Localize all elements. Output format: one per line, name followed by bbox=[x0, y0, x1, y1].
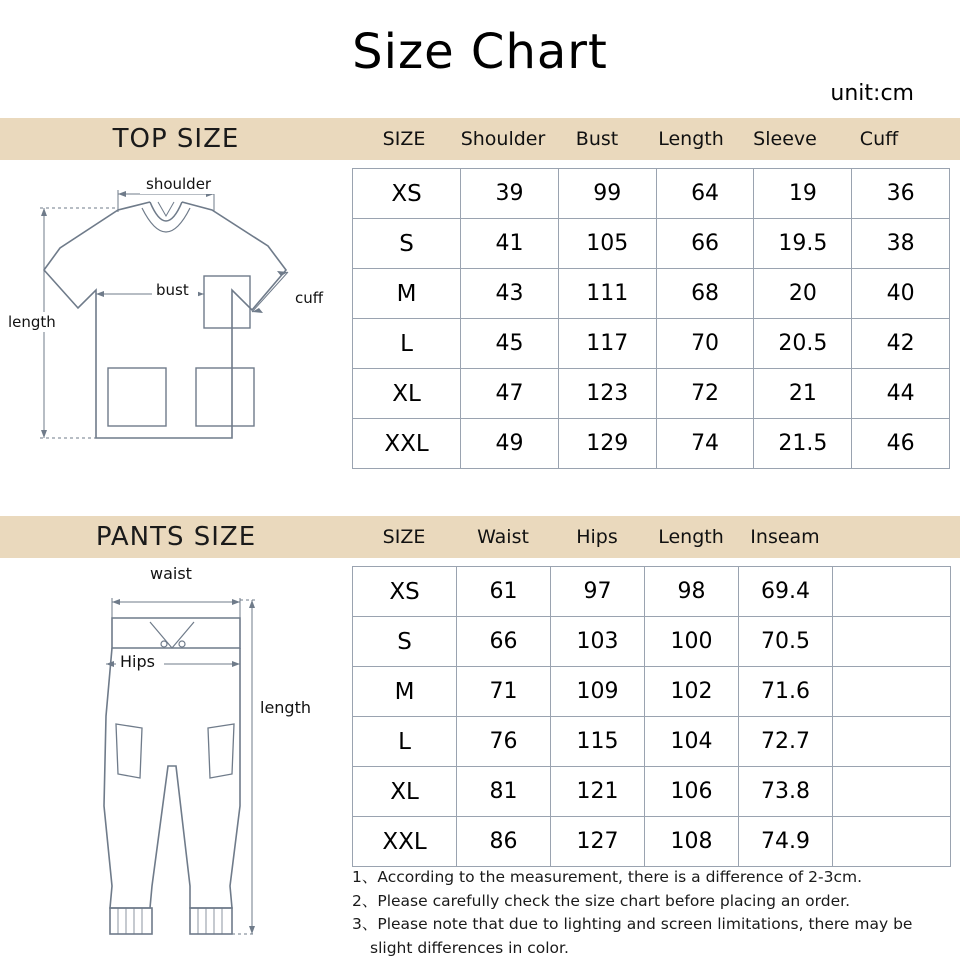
page-title: Size Chart bbox=[352, 24, 608, 80]
pants-size-banner-label: PANTS SIZE bbox=[95, 522, 257, 552]
pants-size-header-row bbox=[352, 516, 960, 558]
top-label-length: length bbox=[8, 313, 56, 331]
cell-waist: 61 bbox=[457, 567, 551, 617]
cell-shoulder: 43 bbox=[461, 269, 559, 319]
cell-empty bbox=[833, 817, 951, 867]
table-row bbox=[353, 817, 951, 867]
cell-bust: 105 bbox=[558, 219, 656, 269]
svg-text:waist bbox=[150, 564, 192, 583]
pants-header-size: SIZE bbox=[382, 526, 426, 548]
table-row bbox=[353, 269, 950, 319]
cell-cuff: 40 bbox=[852, 269, 950, 319]
top-header-size: SIZE bbox=[382, 128, 426, 150]
notes-block bbox=[352, 866, 952, 960]
table-row bbox=[353, 319, 950, 369]
top-label-shoulder: shoulder bbox=[146, 175, 212, 193]
cell-size: XS bbox=[353, 567, 457, 617]
svg-text:cuff bbox=[295, 289, 324, 307]
table-row bbox=[353, 717, 951, 767]
pants-label-waist: waist bbox=[150, 564, 192, 583]
cell-size: M bbox=[353, 667, 457, 717]
table-row bbox=[353, 369, 950, 419]
cell-size: XXL bbox=[353, 817, 457, 867]
cell-shoulder: 49 bbox=[461, 419, 559, 469]
cell-size: M bbox=[353, 269, 461, 319]
pants-header-length: Length bbox=[658, 526, 724, 548]
cell-empty bbox=[833, 767, 951, 817]
pants-header-waist: Waist bbox=[477, 526, 529, 548]
cell-hips: 109 bbox=[551, 667, 645, 717]
cell-sleeve: 20 bbox=[754, 269, 852, 319]
cell-sleeve: 21 bbox=[754, 369, 852, 419]
top-size-banner-label: TOP SIZE bbox=[112, 124, 240, 154]
cell-hips: 115 bbox=[551, 717, 645, 767]
cell-shoulder: 41 bbox=[461, 219, 559, 269]
svg-text:length bbox=[260, 698, 311, 717]
cell-length: 72 bbox=[656, 369, 754, 419]
pants-garment-diagram bbox=[0, 556, 352, 956]
pants-header-inseam: Inseam bbox=[750, 526, 820, 548]
table-row bbox=[353, 419, 950, 469]
cell-cuff: 44 bbox=[852, 369, 950, 419]
cell-hips: 121 bbox=[551, 767, 645, 817]
top-header-shoulder: Shoulder bbox=[460, 128, 546, 150]
cell-length: 64 bbox=[656, 169, 754, 219]
cell-bust: 117 bbox=[558, 319, 656, 369]
cell-size: XS bbox=[353, 169, 461, 219]
top-header-sleeve: Sleeve bbox=[753, 128, 817, 150]
cell-size: XXL bbox=[353, 419, 461, 469]
cell-hips: 97 bbox=[551, 567, 645, 617]
table-row bbox=[353, 219, 950, 269]
cell-hips: 127 bbox=[551, 817, 645, 867]
cell-bust: 129 bbox=[558, 419, 656, 469]
top-size-banner bbox=[0, 118, 352, 160]
cell-waist: 86 bbox=[457, 817, 551, 867]
cell-empty bbox=[833, 567, 951, 617]
table-row bbox=[353, 617, 951, 667]
pants-header-hips: Hips bbox=[576, 526, 618, 548]
label-shoulder-bg bbox=[146, 175, 212, 193]
cell-empty bbox=[833, 717, 951, 767]
cell-empty bbox=[833, 667, 951, 717]
top-header-bust: Bust bbox=[575, 128, 619, 150]
cell-waist: 71 bbox=[457, 667, 551, 717]
cell-waist: 81 bbox=[457, 767, 551, 817]
cell-cuff: 38 bbox=[852, 219, 950, 269]
cell-hips: 103 bbox=[551, 617, 645, 667]
cell-inseam: 70.5 bbox=[739, 617, 833, 667]
cell-inseam: 71.6 bbox=[739, 667, 833, 717]
cell-sleeve: 19 bbox=[754, 169, 852, 219]
table-row bbox=[353, 169, 950, 219]
cell-empty bbox=[833, 617, 951, 667]
pants-label-hips: Hips bbox=[120, 652, 155, 671]
cell-size: S bbox=[353, 219, 461, 269]
cell-inseam: 73.8 bbox=[739, 767, 833, 817]
cell-length: 66 bbox=[656, 219, 754, 269]
pants-size-banner bbox=[0, 516, 352, 558]
top-header-cuff: Cuff bbox=[859, 128, 899, 150]
cell-waist: 76 bbox=[457, 717, 551, 767]
top-size-header-row bbox=[352, 118, 960, 160]
cell-sleeve: 20.5 bbox=[754, 319, 852, 369]
cell-shoulder: 45 bbox=[461, 319, 559, 369]
table-row bbox=[353, 567, 951, 617]
top-size-table bbox=[352, 168, 950, 469]
cell-length: 70 bbox=[656, 319, 754, 369]
pants-label-length: length bbox=[260, 698, 311, 717]
svg-text:bust bbox=[156, 281, 189, 299]
top-label-bust: bust bbox=[156, 281, 189, 299]
note-line-3: 3、Please note that due to lighting and screen limitations, there may be bbox=[352, 915, 913, 934]
top-label-cuff: cuff bbox=[295, 289, 324, 307]
note-line-2: 2、Please carefully check the size chart before placing an order. bbox=[352, 891, 850, 910]
cell-bust: 99 bbox=[558, 169, 656, 219]
pants-size-table bbox=[352, 566, 951, 867]
table-row bbox=[353, 767, 951, 817]
table-row bbox=[353, 667, 951, 717]
cell-bust: 111 bbox=[558, 269, 656, 319]
cell-sleeve: 19.5 bbox=[754, 219, 852, 269]
cell-sleeve: 21.5 bbox=[754, 419, 852, 469]
note-line-3b: slight differences in color. bbox=[370, 938, 569, 957]
cell-length: 68 bbox=[656, 269, 754, 319]
cell-inseam: 74.9 bbox=[739, 817, 833, 867]
cell-inseam: 72.7 bbox=[739, 717, 833, 767]
cell-size: L bbox=[353, 717, 457, 767]
cell-waist: 66 bbox=[457, 617, 551, 667]
cell-size: L bbox=[353, 319, 461, 369]
unit-label: unit:cm bbox=[830, 81, 914, 106]
cell-cuff: 36 bbox=[852, 169, 950, 219]
cell-size: XL bbox=[353, 369, 461, 419]
cell-size: XL bbox=[353, 767, 457, 817]
cell-length: 104 bbox=[645, 717, 739, 767]
cell-size: S bbox=[353, 617, 457, 667]
svg-text:Hips bbox=[120, 652, 155, 671]
cell-inseam: 69.4 bbox=[739, 567, 833, 617]
cell-length: 102 bbox=[645, 667, 739, 717]
svg-text:length bbox=[8, 313, 56, 331]
cell-cuff: 46 bbox=[852, 419, 950, 469]
cell-length: 100 bbox=[645, 617, 739, 667]
cell-shoulder: 47 bbox=[461, 369, 559, 419]
cell-length: 98 bbox=[645, 567, 739, 617]
note-line-1: 1、According to the measurement, there is a difference of 2-3cm. bbox=[352, 868, 863, 886]
cell-cuff: 42 bbox=[852, 319, 950, 369]
cell-bust: 123 bbox=[558, 369, 656, 419]
cell-length: 106 bbox=[645, 767, 739, 817]
cell-shoulder: 39 bbox=[461, 169, 559, 219]
cell-length: 74 bbox=[656, 419, 754, 469]
cell-length: 108 bbox=[645, 817, 739, 867]
top-header-length: Length bbox=[658, 128, 724, 150]
top-garment-diagram bbox=[0, 160, 352, 490]
